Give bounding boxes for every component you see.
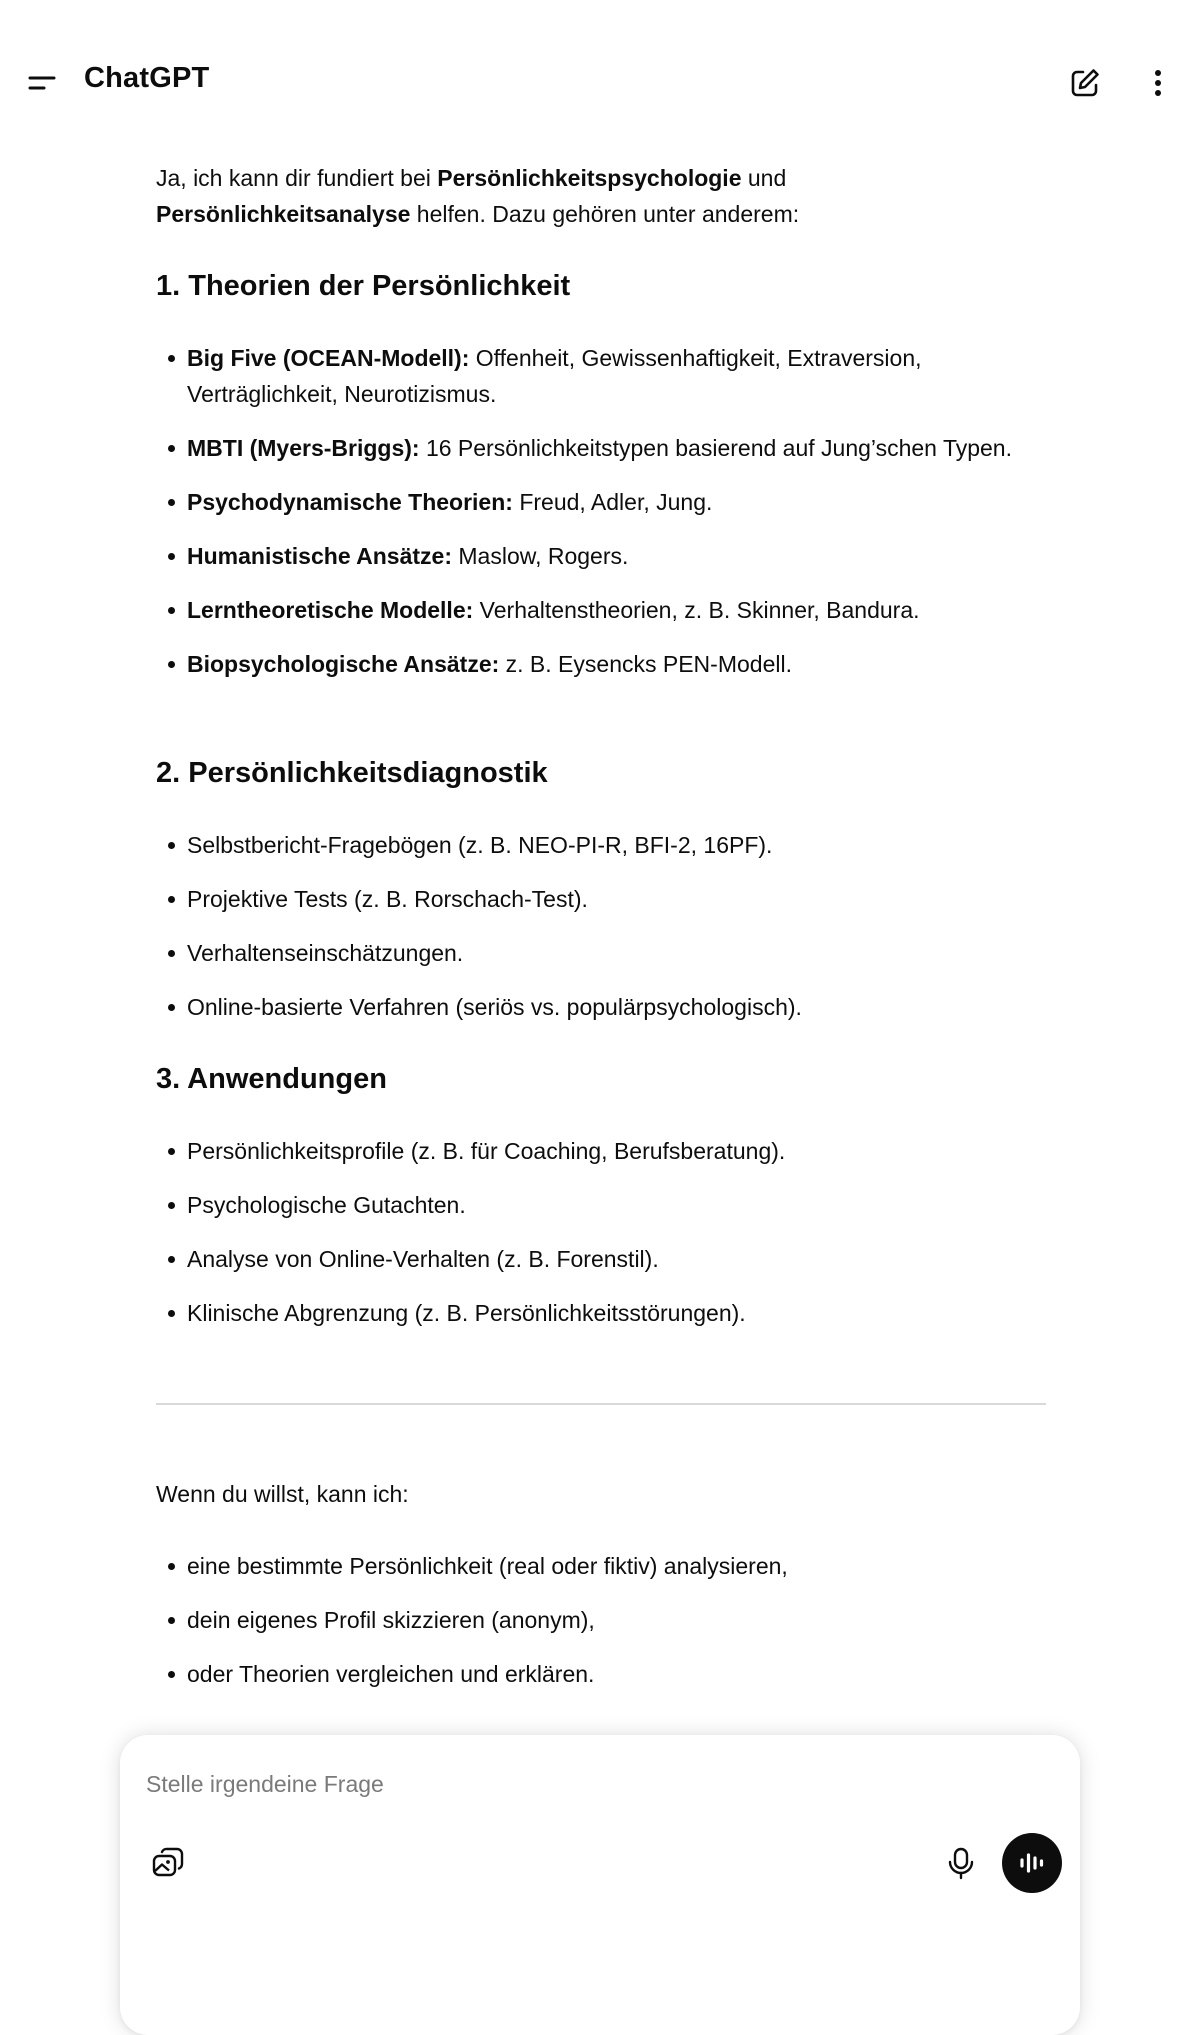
list-item-term: Biopsychologische Ansätze: [187,651,500,677]
list-item [156,430,1046,466]
edit-icon[interactable] [1068,66,1102,100]
list-item: Analyse von Online-Verhalten (z. B. Forenstil). [156,1241,1046,1277]
list-item-text: 16 Persönlichkeitstypen basierend auf Jung’schen Typen. [419,435,1012,461]
applications-list [156,1133,1046,1331]
more-vertical-icon[interactable] [1146,66,1170,100]
list-item-term: Lerntheoretische Modelle: [187,597,474,623]
intro-bold-term: Persönlichkeitspsychologie [437,165,742,191]
list-item [156,538,1046,574]
followup-intro: Wenn du willst, kann ich: [156,1481,409,1507]
section-heading: 1. Theorien der Persönlichkeit [156,270,571,302]
list-item: Selbstbericht-Fragebögen (z. B. NEO-PI-R, BFI-2, 16PF). [156,827,1046,863]
list-item: Projektive Tests (z. B. Rorschach-Test). [156,881,1046,917]
divider [156,1403,1046,1405]
app-title: ChatGPT [84,62,210,94]
section-heading: 2. Persönlichkeitsdiagnostik [156,757,548,789]
list-item: Online-basierte Verfahren (seriös vs. populärpsychologisch). [156,989,1046,1025]
list-item-term: Big Five (OCEAN-Modell): [187,345,470,371]
list-item [156,646,1046,682]
followup-list [156,1548,1046,1692]
list-item: Verhaltenseinschätzungen. [156,935,1046,971]
list-item: Psychologische Gutachten. [156,1187,1046,1223]
intro-text: Ja, ich kann dir fundiert bei [156,165,438,191]
theories-list [156,340,1046,682]
microphone-icon[interactable] [944,1845,978,1881]
list-item-text: Offenheit, Gewissenhaftigkeit, Extraversion, Verträglichkeit, Neurotizismus. [187,345,922,407]
list-item-term: MBTI (Myers-Briggs): [187,435,420,461]
image-gallery-icon[interactable] [150,1845,186,1881]
composer [120,1735,1080,2035]
list-item-term: Psychodynamische Theorien: [187,489,513,515]
list-item: oder Theorien vergleichen und erklären. [156,1656,1046,1692]
intro-paragraph [156,160,1046,232]
prompt-input[interactable] [144,1763,1028,1805]
list-item [156,592,1046,628]
list-item: Klinische Abgrenzung (z. B. Persönlichkeitsstörungen). [156,1295,1046,1331]
list-item [156,484,1046,520]
list-item-text: Verhaltenstheorien, z. B. Skinner, Bandura. [473,597,920,623]
list-item: Persönlichkeitsprofile (z. B. für Coaching, Berufsberatung). [156,1133,1046,1169]
menu-icon[interactable] [26,66,60,100]
list-item-text: Freud, Adler, Jung. [512,489,713,515]
diagnostics-list [156,827,1046,1025]
top-bar [0,0,1200,160]
list-item-text: z. B. Eysencks PEN-Modell. [499,651,792,677]
voice-mode-icon[interactable] [1002,1833,1062,1893]
list-item-text: Maslow, Rogers. [452,543,629,569]
intro-text: und [741,165,787,191]
list-item-term: Humanistische Ansätze: [187,543,452,569]
intro-text: helfen. Dazu gehören unter anderem: [410,201,800,227]
list-item: eine bestimmte Persönlichkeit (real oder fiktiv) analysieren, [156,1548,1046,1584]
list-item [156,340,1046,412]
intro-bold-term: Persönlichkeitsanalyse [156,201,411,227]
section-heading: 3. Anwendungen [156,1063,387,1095]
list-item: dein eigenes Profil skizzieren (anonym), [156,1602,1046,1638]
